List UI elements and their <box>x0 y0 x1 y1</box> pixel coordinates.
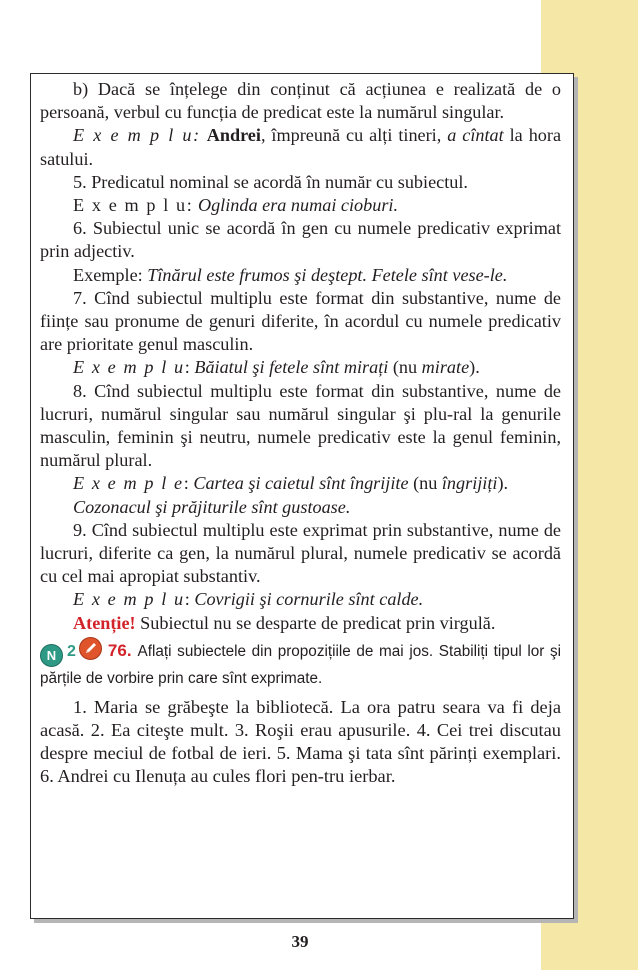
example-9: E x e m p l u: Covrigii şi cornurile sînt calde. <box>73 589 424 610</box>
exercise-instruction-line <box>40 637 561 690</box>
difficulty-level: 2 <box>67 642 76 660</box>
example-label: E x e m p l u: <box>73 195 194 216</box>
example-1 <box>40 124 561 170</box>
example-note: (nu <box>413 473 438 494</box>
example-8b: Cozonacul şi prăjiturile sînt gustoase. <box>73 496 351 517</box>
example-7: E x e m p l u: Băiatul şi fetele sînt mirați (nu mirate). <box>73 357 480 378</box>
example-text: , împreună cu alți tineri, <box>260 125 448 146</box>
example-text: Tînărul este frumos şi deştept. Fetele sînt vese-le. <box>147 264 508 285</box>
example-label: E x e m p l u <box>73 589 185 610</box>
example-text: Oglinda era numai cioburi. <box>197 195 399 216</box>
example-note: (nu <box>392 357 418 378</box>
example-subject: Andrei <box>206 125 261 146</box>
example-label: E x e m p l e <box>73 473 184 494</box>
example-label: E x e m p l u: <box>73 125 201 146</box>
example-8: E x e m p l e: Cartea şi caietul sînt îngrijite (nu îngrijiți). <box>73 473 509 494</box>
attention-text: Subiectul nu se desparte de predicat prin virgulă. <box>135 612 496 633</box>
rule-5: 5. Predicatul nominal se acordă în număr cu subiectul. <box>73 171 468 192</box>
example-label: E x e m p l u <box>73 357 185 378</box>
rule-7: 7. Cînd subiectul multiplu este format din substantive, nume de ființe sau pronume de genuri diferite, în acordul cu numele predicativ are prioritate genul masculin. <box>40 287 561 355</box>
exercise-number: 76. <box>107 640 132 660</box>
example-text: Covrigii şi cornurile sînt calde. <box>194 589 424 610</box>
paragraph-b: b) Dacă se înțelege din conținut că acțiunea e realizată de o persoană, verbul cu funcția de predicat este la numărul singular. <box>40 79 561 123</box>
n-badge-icon: N <box>40 644 63 667</box>
example-5 <box>40 194 561 217</box>
exercise-76 <box>40 637 561 690</box>
exercise-text: 1. Maria se grăbeşte la bibliotecă. La ora patru seara va fi deja acasă. 2. Ea citeşte mult. 3. Roşii erau apusurile. 4. Cei trei discutau despre meciul de fotbal de ieri. 5. Mama şi tata sînt părinți exemplari. 6. Andrei cu Ilenuța au cules flori pen-tru ierbar. <box>40 696 561 787</box>
attention-label: Atenție! <box>73 612 136 633</box>
example-note-word: îngrijiți <box>441 473 498 494</box>
example-note-word: mirate <box>421 357 470 378</box>
example-text: la hora satului. <box>40 125 562 169</box>
page-content <box>40 78 561 789</box>
example-6 <box>40 264 561 287</box>
example-text: Cartea şi caietul sînt îngrijite <box>193 473 409 494</box>
rule-6: 6. Subiectul unic se acordă în gen cu numele predicativ exprimat prin adjectiv. <box>40 218 561 262</box>
exercise-instruction: Aflați subiectele din propozițiile de mai jos. Stabiliți tipul lor şi părțile de vorbire prin care sînt exprimate. <box>40 642 561 687</box>
example-note: ). <box>469 357 480 378</box>
example-note: ). <box>497 473 509 494</box>
rule-9: 9. Cînd subiectul multiplu este exprimat prin substantive, nume de lucruri, diferite ca gen, la numărul plural, numele predicativ se acordă cu cel mai apropiat substantiv. <box>40 519 561 587</box>
page-number: 39 <box>291 932 309 951</box>
example-predicate: a cîntat <box>447 125 504 146</box>
rule-8: 8. Cînd subiectul multiplu este format din substantive, nume de lucruri, numărul singular sau numărul singular şi plu-ral la genurile masculin, feminin şi neutru, numele predicativ este la genul feminin, numărul plural. <box>40 380 561 471</box>
example-label: Exemple: <box>73 264 143 285</box>
pencil-icon <box>79 637 102 660</box>
attention-note <box>40 612 561 635</box>
example-text: Băiatul şi fetele sînt mirați <box>194 357 389 378</box>
